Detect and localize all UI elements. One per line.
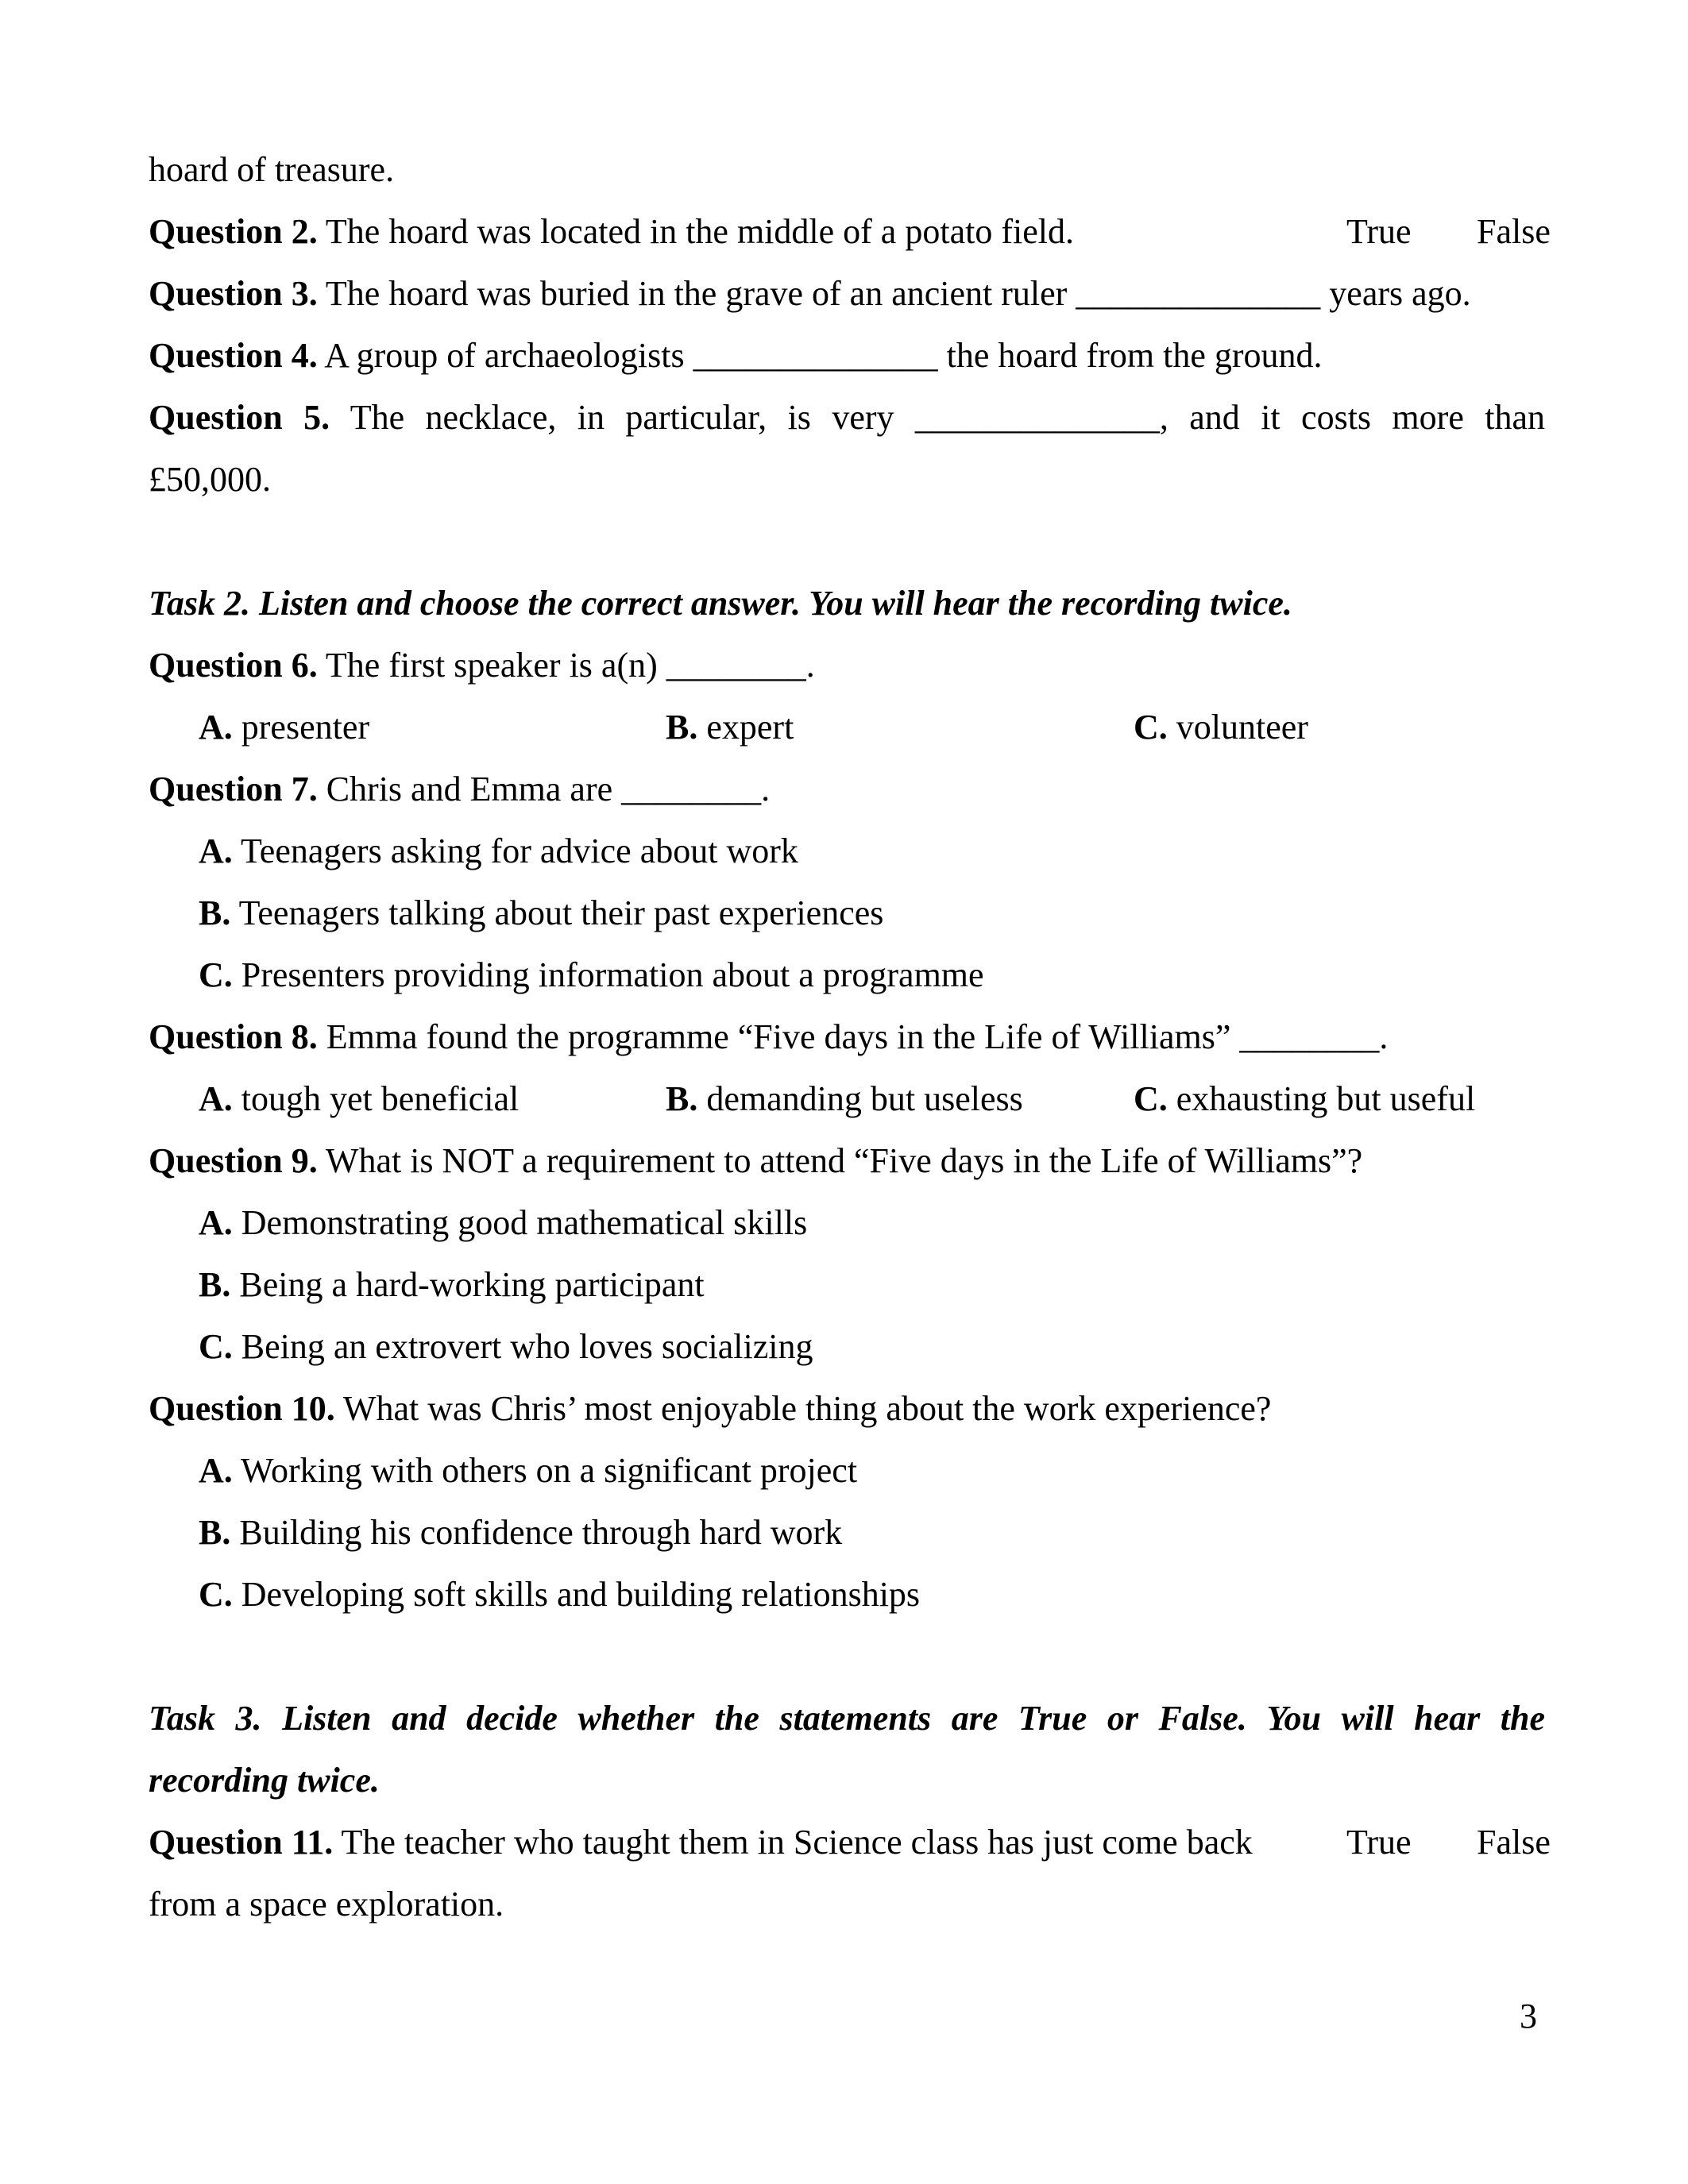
question-10 bbox=[149, 1378, 1545, 1440]
option-b-letter: B. bbox=[199, 893, 231, 932]
question-11-text: The teacher who taught them in Science class has just come back bbox=[341, 1823, 1253, 1862]
question-8-option-b bbox=[666, 1068, 1134, 1130]
question-6-text: The first speaker is a(n) ________. bbox=[325, 646, 815, 685]
option-c-text: volunteer bbox=[1176, 708, 1308, 747]
option-c-text: Being an extrovert who loves socializing bbox=[241, 1327, 813, 1366]
task-3-heading-text-continued: recording twice. bbox=[149, 1761, 380, 1800]
question-7-text: Chris and Emma are ________. bbox=[326, 770, 771, 808]
option-a-letter: A. bbox=[199, 1451, 233, 1490]
page-content bbox=[149, 139, 1551, 1935]
question-3 bbox=[149, 263, 1545, 325]
question-3-label: Question 3. bbox=[149, 274, 318, 313]
question-5-label: Question 5. bbox=[149, 398, 330, 437]
option-a-text: tough yet beneficial bbox=[241, 1079, 520, 1118]
question-8-option-a bbox=[199, 1068, 666, 1130]
question-7-option-a bbox=[149, 820, 1545, 882]
question-6 bbox=[149, 635, 1545, 696]
task-3-heading-line-2 bbox=[149, 1750, 1545, 1812]
question-11-true-option: True bbox=[1346, 1823, 1412, 1862]
option-b-text: Being a hard-working participant bbox=[239, 1265, 705, 1304]
question-11-line-2 bbox=[149, 1873, 1545, 1935]
intro-text: hoard of treasure. bbox=[149, 150, 395, 189]
option-b-text: expert bbox=[706, 708, 794, 747]
option-a-text: Teenagers asking for advice about work bbox=[241, 832, 798, 870]
option-a-text: Demonstrating good mathematical skills bbox=[241, 1203, 808, 1242]
question-2-true-option: True bbox=[1346, 212, 1412, 251]
option-c-text: Presenters providing information about a programme bbox=[241, 955, 984, 994]
question-7-option-b bbox=[149, 882, 1545, 944]
question-2-false-option: False bbox=[1477, 212, 1551, 251]
question-2 bbox=[149, 201, 1551, 263]
option-a-letter: A. bbox=[199, 708, 233, 747]
question-6-option-b bbox=[666, 696, 1134, 758]
question-10-option-b bbox=[149, 1502, 1545, 1564]
option-b-letter: B. bbox=[199, 1265, 231, 1304]
question-8-label: Question 8. bbox=[149, 1017, 318, 1056]
question-5-text: The necklace, in particular, is very ______________, and it costs more than bbox=[350, 398, 1545, 437]
option-b-letter: B. bbox=[666, 708, 698, 747]
question-11-label: Question 11. bbox=[149, 1823, 334, 1862]
option-a-letter: A. bbox=[199, 832, 233, 870]
question-8-options bbox=[149, 1068, 1545, 1130]
question-9-text: What is NOT a requirement to attend “Five days in the Life of Williams”? bbox=[325, 1141, 1363, 1180]
option-c-letter: C. bbox=[199, 1327, 233, 1366]
option-c-text: Developing soft skills and building relationships bbox=[241, 1575, 921, 1614]
question-4-text: A group of archaeologists ______________ the hoard from the ground. bbox=[324, 336, 1323, 375]
option-b-text: demanding but useless bbox=[706, 1079, 1023, 1118]
question-5-line-2 bbox=[149, 449, 1545, 511]
question-10-label: Question 10. bbox=[149, 1389, 335, 1428]
option-c-letter: C. bbox=[1134, 1079, 1168, 1118]
task-3-heading-text: Task 3. Listen and decide whether the statements are True or False. You will hear the bbox=[149, 1699, 1545, 1738]
option-b-text: Teenagers talking about their past experiences bbox=[238, 893, 884, 932]
question-4 bbox=[149, 325, 1545, 387]
question-10-option-a bbox=[149, 1440, 1545, 1502]
question-5-line-1 bbox=[149, 387, 1545, 449]
question-3-text: The hoard was buried in the grave of an ancient ruler ______________ years ago. bbox=[325, 274, 1471, 313]
question-11-line-1 bbox=[149, 1812, 1551, 1873]
option-c-letter: C. bbox=[1134, 708, 1168, 747]
task-2-heading-text: Task 2. Listen and choose the correct answer. You will hear the recording twice. bbox=[149, 584, 1292, 623]
option-c-letter: C. bbox=[199, 1575, 233, 1614]
question-7 bbox=[149, 758, 1545, 820]
question-6-options bbox=[149, 696, 1545, 758]
option-a-text: presenter bbox=[241, 708, 370, 747]
option-b-text: Building his confidence through hard work bbox=[239, 1513, 843, 1552]
intro-line bbox=[149, 139, 1545, 201]
option-b-letter: B. bbox=[199, 1513, 231, 1552]
question-10-option-c bbox=[149, 1564, 1545, 1626]
option-c-text: exhausting but useful bbox=[1176, 1079, 1476, 1118]
question-2-text: The hoard was located in the middle of a potato field. bbox=[325, 212, 1074, 251]
question-9 bbox=[149, 1130, 1545, 1192]
question-11-false-option: False bbox=[1477, 1823, 1551, 1862]
task-3-heading-line-1 bbox=[149, 1688, 1545, 1750]
option-b-letter: B. bbox=[666, 1079, 698, 1118]
question-6-label: Question 6. bbox=[149, 646, 318, 685]
question-6-option-a bbox=[199, 696, 666, 758]
question-9-option-b bbox=[149, 1254, 1545, 1316]
question-5-text-continued: £50,000. bbox=[149, 460, 271, 499]
question-10-text: What was Chris’ most enjoyable thing about the work experience? bbox=[342, 1389, 1272, 1428]
question-9-option-a bbox=[149, 1192, 1545, 1254]
question-8-text: Emma found the programme “Five days in the Life of Williams” ________. bbox=[326, 1017, 1389, 1056]
option-c-letter: C. bbox=[199, 955, 233, 994]
question-11-text-continued: from a space exploration. bbox=[149, 1885, 504, 1924]
question-8-option-c bbox=[1134, 1068, 1545, 1130]
question-9-label: Question 9. bbox=[149, 1141, 318, 1180]
question-7-label: Question 7. bbox=[149, 770, 318, 808]
option-a-letter: A. bbox=[199, 1203, 233, 1242]
question-9-option-c bbox=[149, 1316, 1545, 1378]
option-a-text: Working with others on a significant project bbox=[241, 1451, 858, 1490]
page-number: 3 bbox=[1520, 1997, 1537, 2035]
question-4-label: Question 4. bbox=[149, 336, 318, 375]
question-8 bbox=[149, 1006, 1545, 1068]
question-7-option-c bbox=[149, 944, 1545, 1006]
option-a-letter: A. bbox=[199, 1079, 233, 1118]
task-2-heading bbox=[149, 573, 1545, 635]
question-6-option-c bbox=[1134, 696, 1545, 758]
question-2-label: Question 2. bbox=[149, 212, 318, 251]
